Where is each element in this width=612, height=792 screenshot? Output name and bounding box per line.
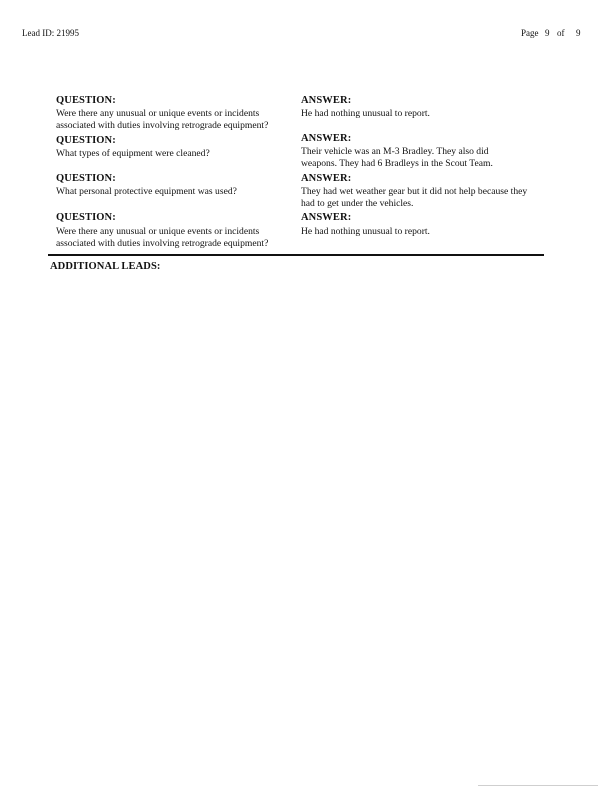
question-text-line: associated with duties involving retrograde equipment? <box>56 120 269 131</box>
question-label: QUESTION: <box>56 135 116 146</box>
question-text-line: What personal protective equipment was used? <box>56 186 237 197</box>
page-number: 9 <box>545 28 550 38</box>
answer-text-line: had to get under the vehicles. <box>301 198 414 209</box>
answer-text-line: weapons. They had 6 Bradleys in the Scout Team. <box>301 158 493 169</box>
answer-text-line: He had nothing unusual to report. <box>301 226 430 237</box>
answer-text-line: They had wet weather gear but it did not help because they <box>301 186 528 197</box>
answer-label: ANSWER: <box>301 95 352 106</box>
question-text-line: associated with duties involving retrograde equipment? <box>56 238 269 249</box>
answer-text-line: He had nothing unusual to report. <box>301 108 430 119</box>
question-text-line: What types of equipment were cleaned? <box>56 148 210 159</box>
answer-text-line: Their vehicle was an M-3 Bradley. They also did <box>301 146 489 157</box>
question-label: QUESTION: <box>56 212 116 223</box>
scan-artifact-line <box>478 785 598 786</box>
question-text-line: Were there any unusual or unique events or incidents <box>56 108 260 119</box>
answer-label: ANSWER: <box>301 133 352 144</box>
answer-label: ANSWER: <box>301 173 352 184</box>
question-label: QUESTION: <box>56 95 116 106</box>
lead-id: Lead ID: 21995 <box>22 28 79 38</box>
page-of-label: of <box>557 28 565 38</box>
answer-label: ANSWER: <box>301 212 352 223</box>
page-total: 9 <box>576 28 581 38</box>
page-label: Page <box>521 28 539 38</box>
additional-leads-heading: ADDITIONAL LEADS: <box>50 261 161 272</box>
question-label: QUESTION: <box>56 173 116 184</box>
section-divider <box>48 254 544 256</box>
question-text-line: Were there any unusual or unique events or incidents <box>56 226 260 237</box>
